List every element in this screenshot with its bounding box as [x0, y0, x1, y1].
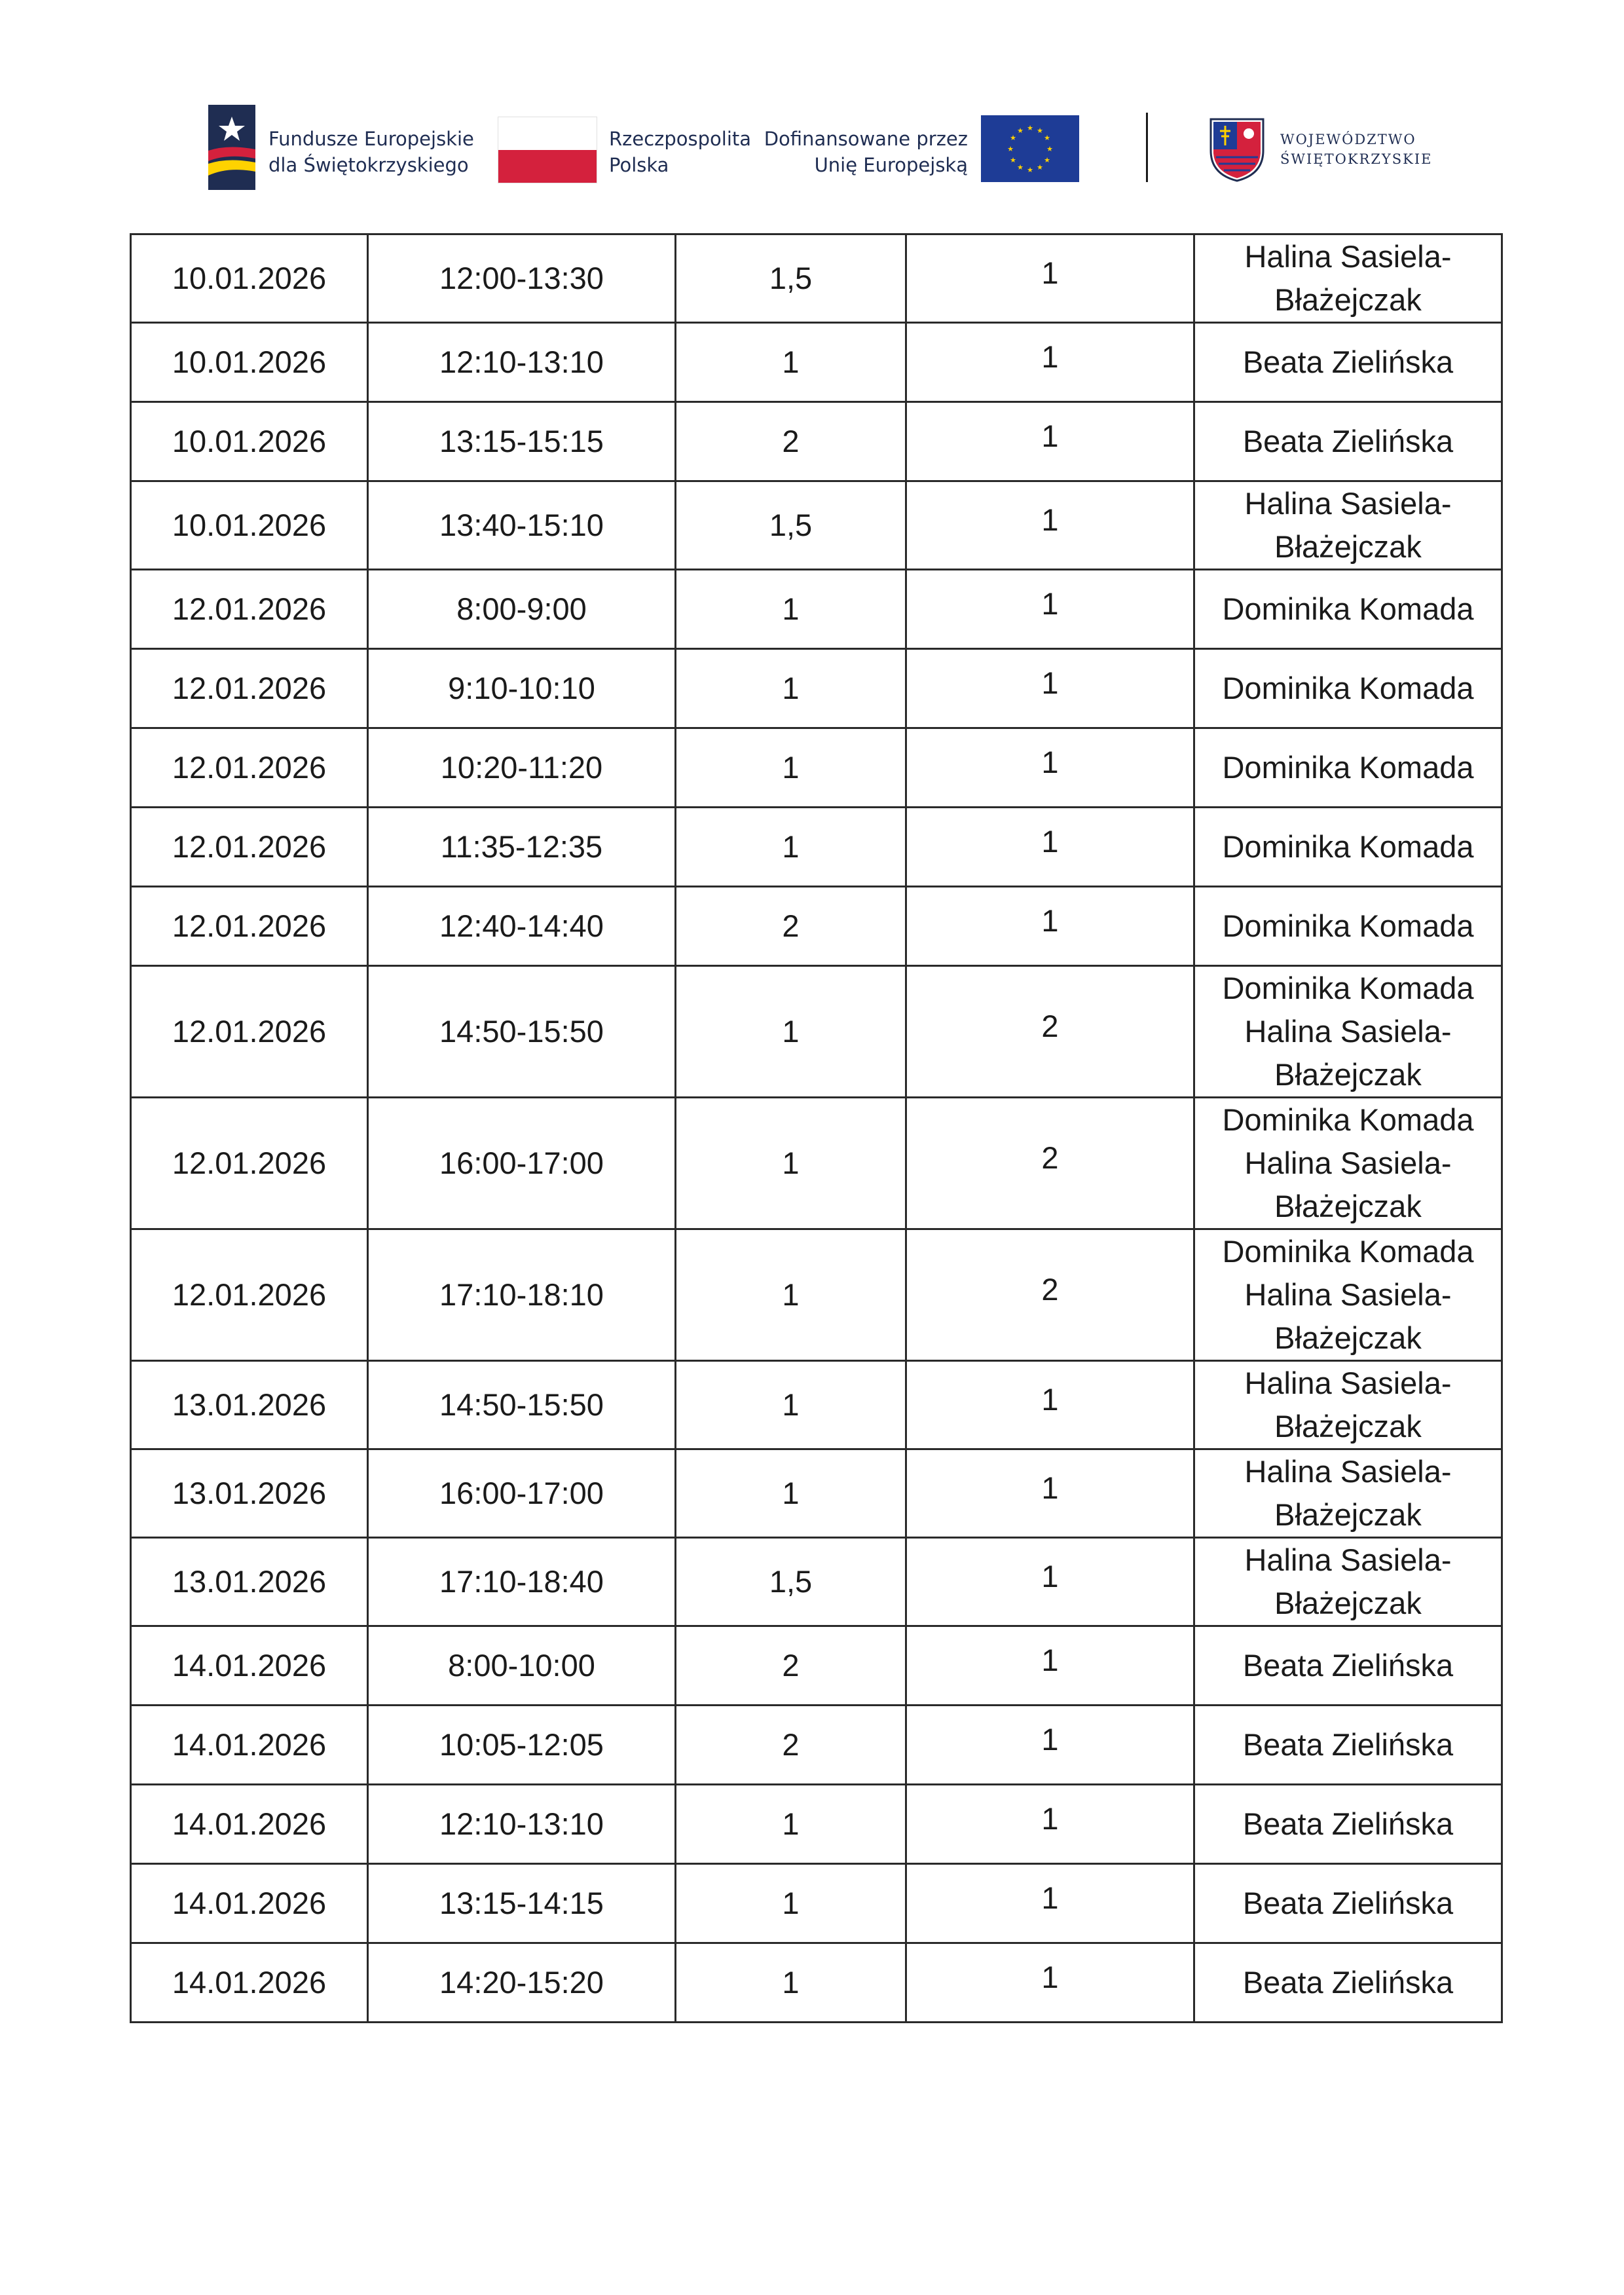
date-cell [131, 728, 368, 808]
schedule-table-body [131, 234, 1502, 2023]
hours-cell [676, 1229, 906, 1361]
hours-cell [676, 1626, 906, 1706]
svg-text:★: ★ [1027, 124, 1033, 132]
date-cell [131, 1098, 368, 1229]
name-cell [1194, 402, 1502, 481]
count-cell [906, 570, 1194, 649]
rp-logo-line2: Polska [609, 154, 669, 176]
hours-cell-text: 2 [782, 1648, 800, 1683]
time-cell-text: 8:00-10:00 [448, 1648, 595, 1683]
time-cell-text: 12:40-14:40 [439, 908, 604, 943]
name-cell [1194, 728, 1502, 808]
time-cell [368, 887, 676, 966]
date-cell [131, 1864, 368, 1943]
time-cell-text: 8:00-9:00 [456, 591, 587, 626]
count-cell [906, 1449, 1194, 1538]
hours-cell-text: 2 [782, 908, 800, 943]
count-cell-text: 1 [1041, 1960, 1059, 1994]
table-row [131, 323, 1502, 402]
table-row [131, 1626, 1502, 1706]
time-cell [368, 808, 676, 887]
hours-cell-text: 1 [782, 1387, 800, 1422]
name-cell [1194, 323, 1502, 402]
hours-cell-text: 1 [782, 591, 800, 626]
hours-cell-text: 1 [782, 1806, 800, 1841]
count-cell-text: 1 [1041, 1559, 1059, 1594]
time-cell [368, 402, 676, 481]
table-row [131, 1449, 1502, 1538]
name-cell [1194, 1361, 1502, 1449]
count-cell [906, 481, 1194, 570]
time-cell [368, 728, 676, 808]
svg-text:★: ★ [1010, 156, 1016, 164]
time-cell-text: 17:10-18:40 [439, 1564, 604, 1599]
logo-divider [1146, 113, 1148, 182]
svg-text:★: ★ [1010, 134, 1016, 142]
date-cell-text: 13.01.2026 [172, 1387, 327, 1422]
count-cell [906, 234, 1194, 323]
region-logo-line1: WOJEWÓDZTWO [1280, 132, 1416, 147]
time-cell-text: 13:15-14:15 [439, 1886, 604, 1920]
time-cell [368, 1626, 676, 1706]
table-row [131, 1706, 1502, 1785]
date-cell-text: 12.01.2026 [172, 671, 327, 705]
date-cell [131, 1706, 368, 1785]
hours-cell [676, 728, 906, 808]
hours-cell [676, 1538, 906, 1626]
name-line: Błażejczak [1274, 1586, 1422, 1620]
svg-text:★: ★ [1017, 163, 1024, 172]
time-cell [368, 1361, 676, 1449]
date-cell-text: 14.01.2026 [172, 1806, 327, 1841]
date-cell [131, 570, 368, 649]
hours-cell [676, 649, 906, 728]
date-cell [131, 1361, 368, 1449]
fe-logo-line1: Fundusze Europejskie [268, 128, 474, 150]
name-line: Halina Sasiela- [1244, 486, 1452, 521]
name-cell [1194, 1229, 1502, 1361]
date-cell-text: 10.01.2026 [172, 424, 327, 458]
svg-text:★: ★ [1044, 134, 1050, 142]
name-cell [1194, 1449, 1502, 1538]
name-line: Beata Zielińska [1242, 1806, 1454, 1841]
time-cell [368, 1098, 676, 1229]
date-cell [131, 808, 368, 887]
count-cell [906, 728, 1194, 808]
time-cell [368, 966, 676, 1098]
date-cell [131, 649, 368, 728]
time-cell-text: 10:20-11:20 [440, 750, 603, 785]
time-cell [368, 1229, 676, 1361]
time-cell [368, 1449, 676, 1538]
count-cell [906, 808, 1194, 887]
hours-cell-text: 1 [782, 1886, 800, 1920]
date-cell [131, 323, 368, 402]
count-cell-text: 1 [1041, 255, 1059, 290]
date-cell-text: 10.01.2026 [172, 508, 327, 542]
time-cell [368, 570, 676, 649]
name-line: Błażejczak [1274, 1409, 1422, 1444]
name-line: Dominika Komada [1222, 908, 1474, 943]
time-cell [368, 323, 676, 402]
count-cell-text: 1 [1041, 1801, 1059, 1836]
hours-cell-text: 1 [782, 829, 800, 864]
coat-of-arms-icon [1208, 117, 1266, 182]
time-cell-text: 16:00-17:00 [439, 1146, 604, 1180]
logo-bar [0, 0, 1624, 216]
date-cell-text: 12.01.2026 [172, 1146, 327, 1180]
hours-cell [676, 966, 906, 1098]
name-line: Halina Sasiela- [1244, 1454, 1452, 1489]
name-cell [1194, 481, 1502, 570]
name-line: Błażejczak [1274, 1057, 1422, 1092]
count-cell [906, 1361, 1194, 1449]
table-row [131, 1864, 1502, 1943]
count-cell-text: 2 [1041, 1140, 1059, 1175]
date-cell-text: 12.01.2026 [172, 908, 327, 943]
hours-cell-text: 1,5 [769, 261, 813, 295]
name-cell [1194, 649, 1502, 728]
name-line: Beata Zielińska [1242, 345, 1454, 379]
name-line: Halina Sasiela- [1244, 239, 1452, 274]
name-line: Dominika Komada [1222, 829, 1474, 864]
hours-cell-text: 1 [782, 750, 800, 785]
name-cell [1194, 1538, 1502, 1626]
count-cell-text: 1 [1041, 745, 1059, 779]
count-cell [906, 1864, 1194, 1943]
name-cell [1194, 1706, 1502, 1785]
date-cell [131, 481, 368, 570]
date-cell [131, 1449, 368, 1538]
name-line: Beata Zielińska [1242, 1648, 1454, 1683]
date-cell [131, 887, 368, 966]
count-cell-text: 1 [1041, 586, 1059, 621]
region-logo-line2: ŚWIĘTOKRZYSKIE [1280, 151, 1433, 167]
count-cell [906, 649, 1194, 728]
table-row [131, 1538, 1502, 1626]
count-cell [906, 966, 1194, 1098]
svg-text:★: ★ [1007, 145, 1014, 153]
hours-cell [676, 1449, 906, 1538]
fe-logo-line2: dla Świętokrzyskiego [268, 154, 469, 176]
svg-text:★: ★ [1027, 166, 1033, 174]
count-cell [906, 1706, 1194, 1785]
date-cell-text: 13.01.2026 [172, 1564, 327, 1599]
hours-cell-text: 1,5 [769, 508, 813, 542]
time-cell [368, 481, 676, 570]
table-row [131, 1098, 1502, 1229]
hours-cell [676, 808, 906, 887]
time-cell-text: 17:10-18:10 [439, 1277, 604, 1312]
count-cell [906, 1229, 1194, 1361]
date-cell [131, 966, 368, 1098]
name-line: Halina Sasiela- [1244, 1542, 1452, 1577]
time-cell-text: 11:35-12:35 [440, 829, 603, 864]
date-cell-text: 12.01.2026 [172, 1014, 327, 1049]
fe-star-logo-icon [208, 105, 255, 190]
count-cell [906, 323, 1194, 402]
date-cell-text: 12.01.2026 [172, 591, 327, 626]
table-row [131, 887, 1502, 966]
table-row [131, 234, 1502, 323]
count-cell-text: 1 [1041, 502, 1059, 537]
date-cell-text: 10.01.2026 [172, 261, 327, 295]
name-line: Halina Sasiela- [1244, 1366, 1452, 1400]
time-cell-text: 12:10-13:10 [439, 345, 604, 379]
name-line: Dominika Komada [1222, 1102, 1474, 1137]
name-line: Błażejczak [1274, 1320, 1422, 1355]
time-cell [368, 1785, 676, 1864]
hours-cell-text: 1 [782, 1146, 800, 1180]
schedule-table [130, 233, 1503, 2023]
svg-text:★: ★ [1017, 126, 1024, 135]
name-line: Dominika Komada [1222, 591, 1474, 626]
hours-cell [676, 1864, 906, 1943]
time-cell-text: 13:15-15:15 [439, 424, 604, 458]
time-cell [368, 1864, 676, 1943]
hours-cell [676, 570, 906, 649]
count-cell-text: 1 [1041, 824, 1059, 859]
count-cell-text: 1 [1041, 1643, 1059, 1677]
hours-cell-text: 1 [782, 1014, 800, 1049]
rp-logo-line1: Rzeczpospolita [609, 128, 752, 150]
count-cell-text: 2 [1041, 1009, 1059, 1043]
eu-logo-line2: Unię Europejską [814, 154, 968, 176]
time-cell [368, 1706, 676, 1785]
time-cell-text: 9:10-10:10 [448, 671, 595, 705]
table-row [131, 481, 1502, 570]
hours-cell [676, 887, 906, 966]
name-line: Beata Zielińska [1242, 1727, 1454, 1762]
hours-cell-text: 2 [782, 1727, 800, 1762]
count-cell-text: 1 [1041, 1722, 1059, 1757]
table-row [131, 402, 1502, 481]
name-cell [1194, 234, 1502, 323]
time-cell-text: 14:20-15:20 [439, 1965, 604, 2000]
table-row [131, 808, 1502, 887]
name-line: Błażejczak [1274, 1497, 1422, 1532]
hours-cell [676, 1785, 906, 1864]
name-line: Dominika Komada [1222, 750, 1474, 785]
hours-cell [676, 1706, 906, 1785]
count-cell-text: 1 [1041, 419, 1059, 453]
date-cell-text: 10.01.2026 [172, 345, 327, 379]
rp-logo-text [609, 126, 751, 178]
date-cell-text: 12.01.2026 [172, 829, 327, 864]
hours-cell-text: 2 [782, 424, 800, 458]
name-line: Dominika Komada [1222, 1234, 1474, 1269]
count-cell [906, 1943, 1194, 2023]
count-cell [906, 1538, 1194, 1626]
count-cell-text: 2 [1041, 1272, 1059, 1307]
name-line: Błażejczak [1274, 529, 1422, 564]
time-cell [368, 1943, 676, 2023]
fe-logo-text [268, 126, 474, 178]
svg-text:★: ★ [1046, 145, 1053, 153]
name-cell [1194, 966, 1502, 1098]
name-line: Błażejczak [1274, 1189, 1422, 1223]
name-line: Beata Zielińska [1242, 1886, 1454, 1920]
date-cell [131, 402, 368, 481]
name-line: Beata Zielińska [1242, 424, 1454, 458]
eu-logo-text [760, 126, 968, 178]
name-cell [1194, 570, 1502, 649]
name-cell [1194, 887, 1502, 966]
hours-cell-text: 1,5 [769, 1564, 813, 1599]
date-cell [131, 234, 368, 323]
table-row [131, 570, 1502, 649]
date-cell-text: 14.01.2026 [172, 1965, 327, 2000]
time-cell [368, 649, 676, 728]
date-cell [131, 1626, 368, 1706]
name-cell [1194, 1864, 1502, 1943]
table-row [131, 649, 1502, 728]
hours-cell [676, 1098, 906, 1229]
name-line: Dominika Komada [1222, 971, 1474, 1005]
name-line: Dominika Komada [1222, 671, 1474, 705]
count-cell-text: 1 [1041, 1382, 1059, 1417]
table-row [131, 1785, 1502, 1864]
count-cell-text: 1 [1041, 339, 1059, 374]
polish-flag-icon [498, 117, 597, 183]
name-cell [1194, 808, 1502, 887]
time-cell-text: 13:40-15:10 [439, 508, 604, 542]
hours-cell-text: 1 [782, 1965, 800, 2000]
hours-cell [676, 1943, 906, 2023]
eu-logo-line1: Dofinansowane przez [764, 128, 968, 150]
time-cell [368, 1538, 676, 1626]
time-cell-text: 12:10-13:10 [439, 1806, 604, 1841]
count-cell [906, 1098, 1194, 1229]
date-cell-text: 13.01.2026 [172, 1476, 327, 1510]
date-cell-text: 12.01.2026 [172, 750, 327, 785]
time-cell-text: 14:50-15:50 [439, 1387, 604, 1422]
time-cell-text: 14:50-15:50 [439, 1014, 604, 1049]
hours-cell [676, 1361, 906, 1449]
name-line: Halina Sasiela- [1244, 1146, 1452, 1180]
date-cell-text: 12.01.2026 [172, 1277, 327, 1312]
svg-text:★: ★ [1037, 163, 1043, 172]
count-cell-text: 1 [1041, 903, 1059, 938]
hours-cell [676, 234, 906, 323]
count-cell [906, 887, 1194, 966]
count-cell-text: 1 [1041, 1880, 1059, 1915]
time-cell [368, 234, 676, 323]
hours-cell [676, 323, 906, 402]
svg-text:★: ★ [1044, 156, 1050, 164]
table-row [131, 1361, 1502, 1449]
date-cell-text: 14.01.2026 [172, 1648, 327, 1683]
eu-flag-icon [981, 115, 1079, 182]
name-cell [1194, 1098, 1502, 1229]
date-cell [131, 1229, 368, 1361]
date-cell [131, 1785, 368, 1864]
date-cell [131, 1538, 368, 1626]
table-row [131, 1229, 1502, 1361]
count-cell-text: 1 [1041, 1470, 1059, 1505]
hours-cell-text: 1 [782, 345, 800, 379]
date-cell-text: 14.01.2026 [172, 1727, 327, 1762]
name-cell [1194, 1943, 1502, 2023]
name-line: Halina Sasiela- [1244, 1014, 1452, 1049]
date-cell [131, 1943, 368, 2023]
hours-cell [676, 481, 906, 570]
hours-cell-text: 1 [782, 671, 800, 705]
count-cell-text: 1 [1041, 665, 1059, 700]
svg-text:★: ★ [1037, 126, 1043, 135]
count-cell [906, 1785, 1194, 1864]
hours-cell-text: 1 [782, 1277, 800, 1312]
name-line: Błażejczak [1274, 282, 1422, 317]
date-cell-text: 14.01.2026 [172, 1886, 327, 1920]
count-cell [906, 402, 1194, 481]
count-cell [906, 1626, 1194, 1706]
table-row [131, 1943, 1502, 2023]
time-cell-text: 10:05-12:05 [439, 1727, 604, 1762]
time-cell-text: 12:00-13:30 [439, 261, 604, 295]
table-row [131, 728, 1502, 808]
table-row [131, 966, 1502, 1098]
hours-cell [676, 402, 906, 481]
name-line: Halina Sasiela- [1244, 1277, 1452, 1312]
name-cell [1194, 1626, 1502, 1706]
time-cell-text: 16:00-17:00 [439, 1476, 604, 1510]
hours-cell-text: 1 [782, 1476, 800, 1510]
region-logo-text [1280, 130, 1432, 169]
name-line: Beata Zielińska [1242, 1965, 1454, 2000]
name-cell [1194, 1785, 1502, 1864]
